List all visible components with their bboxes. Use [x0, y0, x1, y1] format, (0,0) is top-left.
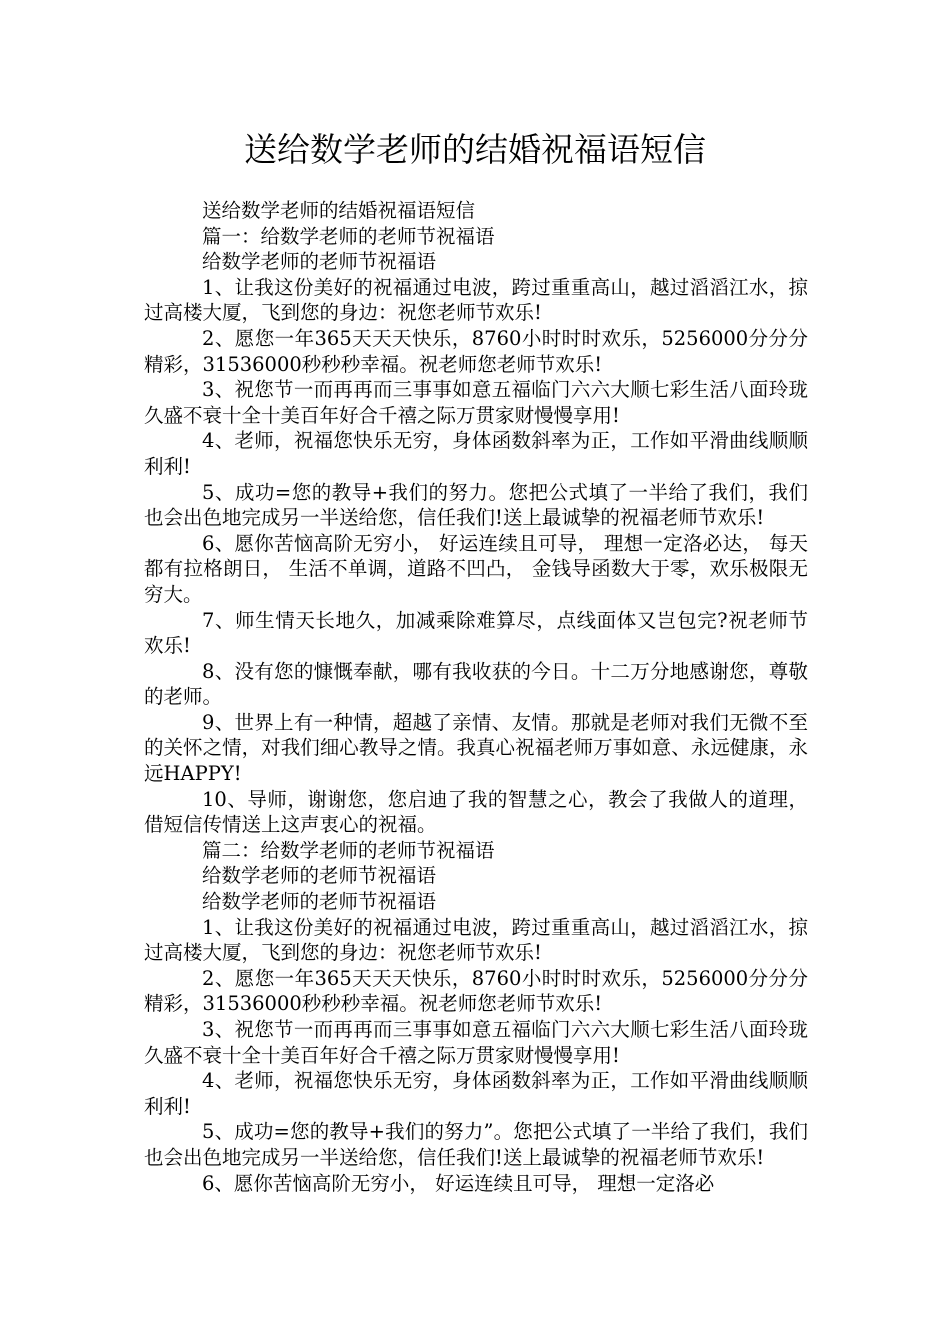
paragraph: 篇一：给数学老师的老师节祝福语	[202, 224, 495, 248]
paragraph: 2、愿您一年365天天天快乐，8760小时时时欢乐，5256000分分分精彩，31536000秒秒秒幸福。祝老师您老师节欢乐!	[144, 966, 808, 1016]
paragraph: 7、师生情天长地久，加减乘除难算尽，点线面体又岂包完?祝老师节欢乐!	[144, 608, 808, 658]
paragraph: 给数学老师的老师节祝福语	[202, 864, 437, 888]
paragraph: 2、愿您一年365天天天快乐，8760小时时时欢乐，5256000分分分精彩，31536000秒秒秒幸福。祝老师您老师节欢乐!	[144, 326, 808, 376]
paragraph: 给数学老师的老师节祝福语	[202, 890, 437, 914]
paragraph: 5、成功=您的教导+我们的努力”。您把公式填了一半给了我们，我们也会出色地完成另一半送给您，信任我们!送上最诚挚的祝福老师节欢乐!	[144, 1120, 808, 1169]
paragraph: 送给数学老师的结婚祝福语短信	[202, 199, 476, 222]
paragraph: 6、愿你苦恼高阶无穷小， 好运连续且可导， 理想一定洛必	[202, 1171, 715, 1195]
paragraph: 9、世界上有一种情，超越了亲情、友情。那就是老师对我们无微不至的关怀之情，对我们细心教导之情。我真心祝福老师万事如意、永远健康，永远HAPPY!	[144, 710, 808, 786]
paragraph: 1、让我这份美好的祝福通过电波，跨过重重高山，越过滔滔江水，掠过高楼大厦，飞到您的身边：祝您老师节欢乐!	[144, 915, 808, 965]
paragraph: 给数学老师的老师节祝福语	[202, 250, 437, 274]
paragraph: 篇二：给数学老师的老师节祝福语	[202, 838, 495, 862]
paragraph: 3、祝您节一而再再而三事事如意五福临门六六大顺七彩生活八面玲珑久盛不衰十全十美百年好合千禧之际万贯家财慢慢享用!	[144, 1018, 808, 1067]
paragraph: 3、祝您节一而再再而三事事如意五福临门六六大顺七彩生活八面玲珑久盛不衰十全十美百年好合千禧之际万贯家财慢慢享用!	[144, 378, 808, 427]
paragraph: 4、老师，祝福您快乐无穷，身体函数斜率为正，工作如平滑曲线顺顺利利!	[144, 1069, 808, 1118]
document-body	[144, 198, 808, 1196]
paragraph: 5、成功=您的教导+我们的努力。您把公式填了一半给了我们，我们也会出色地完成另一半送给您，信任我们!送上最诚挚的祝福老师节欢乐!	[144, 480, 808, 530]
paragraph: 1、让我这份美好的祝福通过电波，跨过重重高山，越过滔滔江水，掠过高楼大厦，飞到您的身边：祝您老师节欢乐!	[144, 275, 808, 325]
paragraph: 8、没有您的慷慨奉献，哪有我收获的今日。十二万分地感谢您，尊敬的老师。	[144, 659, 808, 709]
document-title: 送给数学老师的结婚祝福语短信	[244, 130, 706, 169]
paragraph: 6、愿你苦恼高阶无穷小， 好运连续且可导， 理想一定洛必达， 每天都有拉格朗日， 生活不单调，道路不凹凸， 金钱导函数大于零，欢乐极限无穷大。	[144, 531, 808, 606]
paragraph: 4、老师，祝福您快乐无穷，身体函数斜率为正，工作如平滑曲线顺顺利利!	[144, 429, 808, 478]
paragraph: 10、导师，谢谢您，您启迪了我的智慧之心，教会了我做人的道理，借短信传情送上这声衷心的祝福。	[144, 787, 808, 837]
